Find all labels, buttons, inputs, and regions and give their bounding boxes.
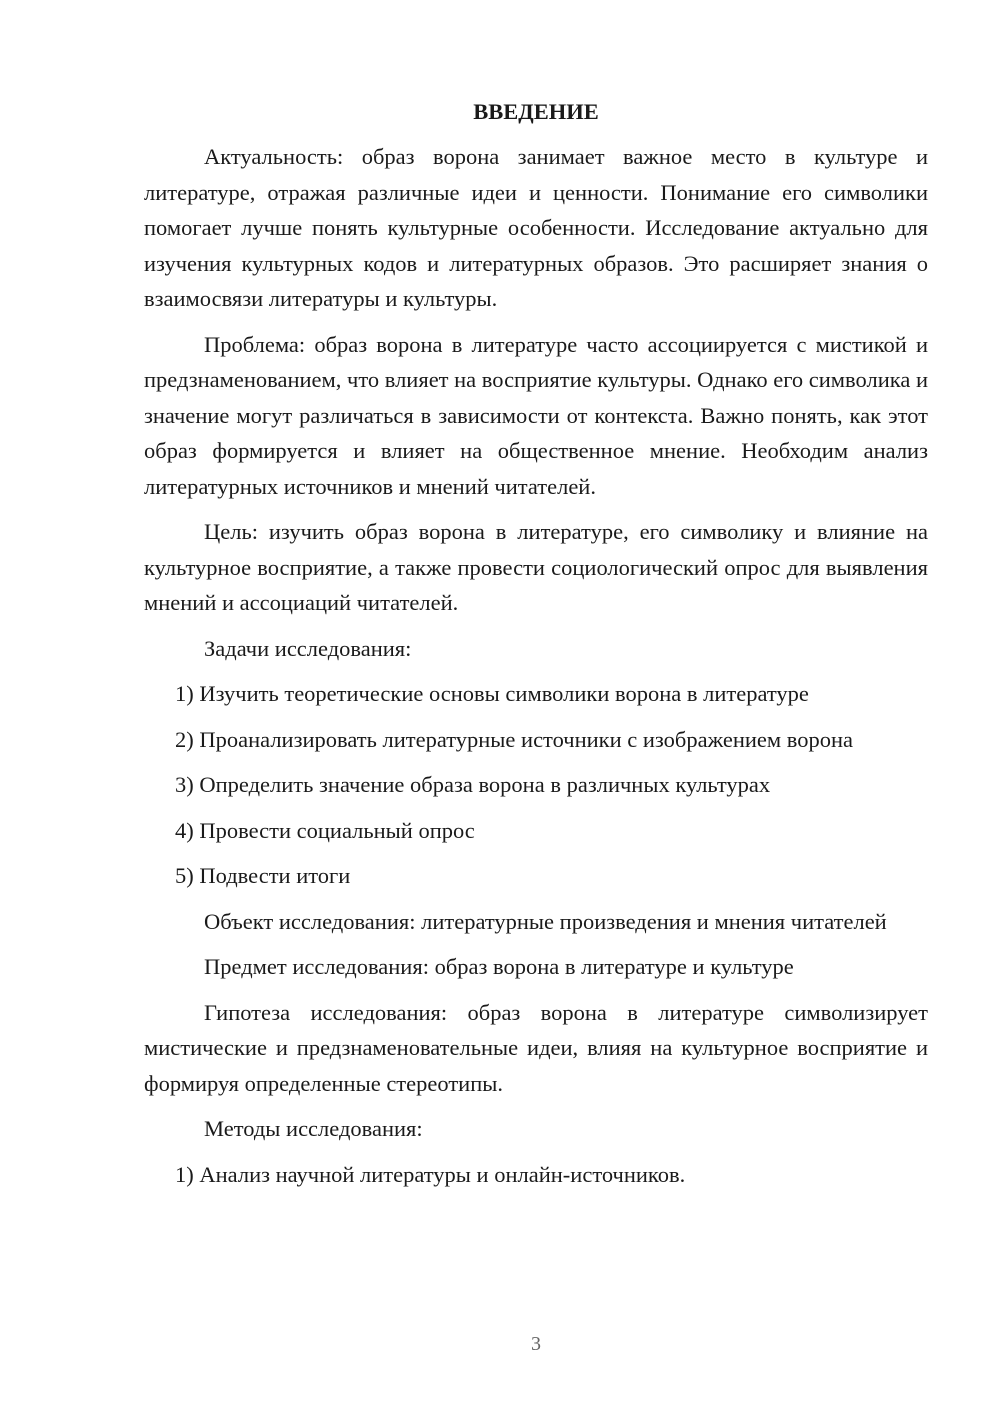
page-number: 3 (531, 1333, 541, 1355)
subject-paragraph: Предмет исследования: образ ворона в литературе и культуре (204, 954, 794, 979)
problem-paragraph: Проблема: образ ворона в литературе часто ассоциируется с мистикой и предзнаменованием, что влияет на восприятие культуры. Однако его символика и значение могут различаться в зависимости от контекста. Важно понять, как этот образ формируется и влияет на общественное мнение. Необходим анализ литературных источников и мнений читателей. (144, 331, 928, 499)
hypothesis-paragraph: Гипотеза исследования: образ ворона в литературе символизирует мистические и предзнаменовательные идеи, влияя на культурное восприятие и формируя определенные стереотипы. (144, 999, 928, 1096)
method-item: 1) Анализ научной литературы и онлайн-источников. (175, 1161, 686, 1187)
task-item: 2) Проанализировать литературные источники с изображением ворона (175, 726, 854, 752)
object-paragraph: Объект исследования: литературные произведения и мнения читателей (204, 908, 887, 934)
goal-paragraph: Цель: изучить образ ворона в литературе, его символику и влияние на культурное восприятие, а также провести социологический опрос для выявления мнений и ассоциаций читателей. (144, 519, 928, 615)
methods-heading: Методы исследования: (204, 1116, 423, 1141)
tasks-heading: Задачи исследования: (204, 635, 412, 661)
task-item: 3) Определить значение образа ворона в различных культурах (175, 772, 771, 797)
task-item: 4) Провести социальный опрос (175, 817, 475, 843)
section-title: ВВЕДЕНИЕ (473, 99, 599, 124)
page-content (144, 94, 928, 1202)
task-item: 5) Подвести итоги (175, 863, 351, 888)
task-item: 1) Изучить теоретические основы символики ворона в литературе (175, 681, 809, 706)
relevance-paragraph: Актуальность: образ ворона занимает важное место в культуре и литературе, отражая различные идеи и ценности. Понимание его символики помогает лучше понять культурные особенности. Исследование актуально для изучения культурных кодов и литературных образов. Это расширяет знания о взаимосвязи литературы и культуры. (144, 144, 928, 311)
